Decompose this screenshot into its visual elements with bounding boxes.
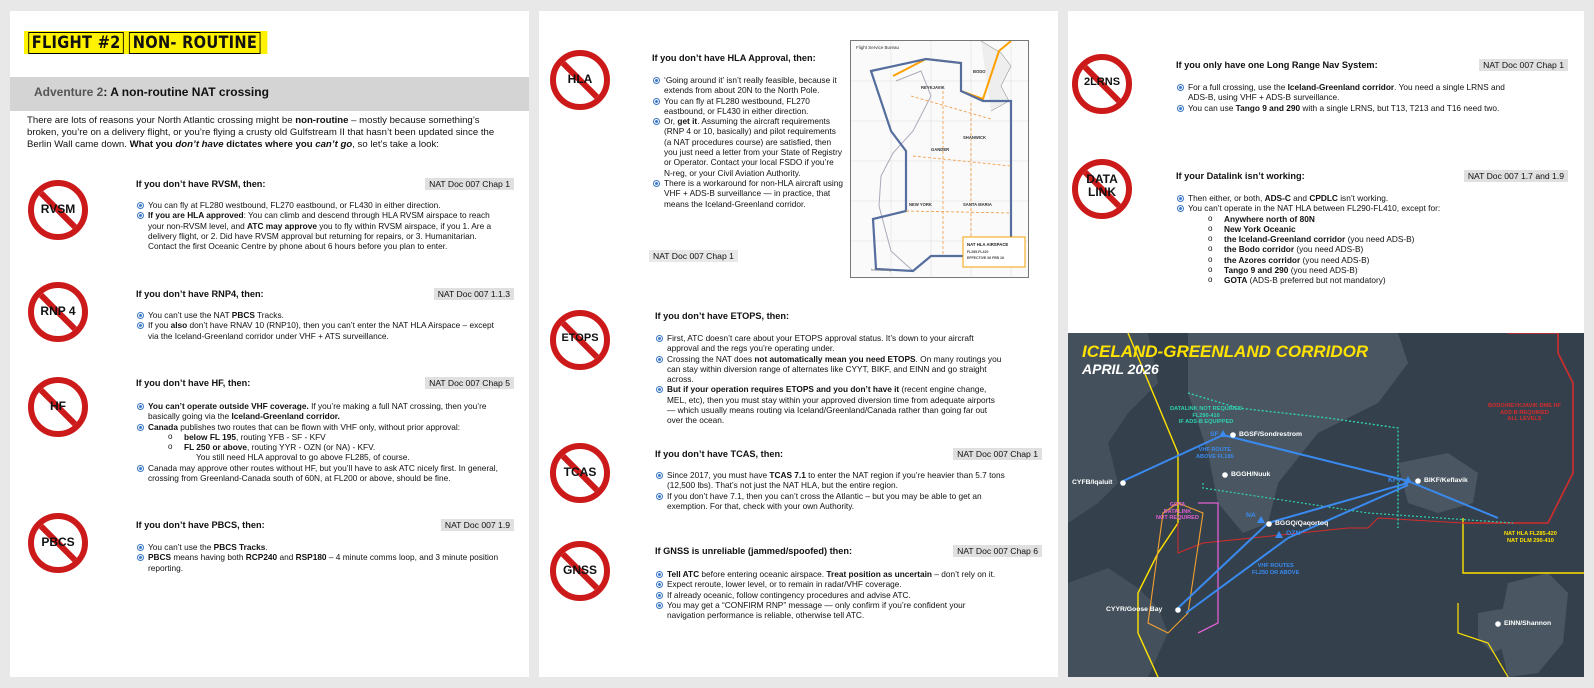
doc-reference: NAT Doc 007 Chap 6 xyxy=(953,545,1042,557)
list-item: If you don’t have 7.1, then you can’t cross the Atlantic – but you may be able to get an exemption. For that, check with your own Authority. xyxy=(655,491,1005,512)
page-3 xyxy=(1068,11,1584,677)
place-label: BGSF/Sondrestrom xyxy=(1239,431,1303,438)
place-label: OZN xyxy=(1286,530,1301,537)
list-item: Since 2017, you must have TCAS 7.1 to enter the NAT region if you’re heavier than 5.7 tons (12,500 lbs). That’s not just the NAT HLA, but the entire region. xyxy=(655,470,1005,491)
list-item: Or, get it. Assuming the aircraft requirements (RNP 4 or 10, basically) and pilot requirements (a NAT procedures course) are satisfied, then you just need a letter from your State of Registry or Operator. Contact your local FSDO if you’re N-reg, or your Civil Aviation Authority. xyxy=(652,116,844,178)
waypoint-marker xyxy=(1175,607,1181,613)
no-rvsm-sign-icon: RVSM xyxy=(28,180,88,240)
list-item: You can’t operate outside VHF coverage. If you’re making a full NAT crossing, then you’re basically going via the Iceland-Greenland corridor. xyxy=(136,401,506,422)
list-item: o FL 250 or above, routing YYR - OZN (or NA) - KFV. xyxy=(136,442,506,452)
waypoint-marker xyxy=(1266,521,1272,527)
map-box-line: EFFECTIVE 06 FEB 16 xyxy=(967,256,1004,260)
list-item: You can’t use the NAT PBCS Tracks. xyxy=(136,310,506,320)
section-heading: If you only have one Long Range Nav System: xyxy=(1176,60,1378,70)
iceland-greenland-corridor-map xyxy=(1068,333,1584,677)
list-item: o Tango 9 and 290 (you need ADS-B) xyxy=(1176,265,1536,275)
vhf-routes-note: VHF ROUTES FL250 OR ABOVE xyxy=(1252,563,1300,576)
hla-bullets xyxy=(652,75,844,209)
list-item: Crossing the NAT does not automatically mean you need ETOPS. On many routings you can stay within diversion range of alternates like CYYT, BIKF, and EINN and go straight across. xyxy=(655,354,1005,385)
datalink-bullets xyxy=(1176,193,1536,286)
list-item: You can use Tango 9 and 290 with a single LRNS, but T13, T213 and T16 need two. xyxy=(1176,103,1516,113)
nat-hla-map xyxy=(850,40,1029,278)
list-item: If already oceanic, follow contingency procedures and advise ATC. xyxy=(655,590,1005,600)
waypoint-marker xyxy=(1230,432,1236,438)
corridor-map-subtitle: APRIL 2026 xyxy=(1082,361,1159,377)
datalink-note: DATALINK NOT REQUIRED FL290-410 IF ADS-B EQUIPPED xyxy=(1170,406,1243,425)
hla-note: NAT HLA FL285-420 NAT DLM 290-410 xyxy=(1504,531,1557,544)
list-item: Then either, or both, ADS-C and CPDLC isn’t working. xyxy=(1176,193,1536,203)
no-datalink-sign-icon: DATA LINK xyxy=(1072,159,1132,219)
no-pbcs-sign-icon: PBCS xyxy=(28,513,88,573)
list-item: PBCS means having both RCP240 and RSP180 – 4 minute comms loop, and 3 minute position reporting. xyxy=(136,552,506,573)
section-heading: If you don’t have RNP4, then: xyxy=(136,289,264,299)
list-item: You can fly at FL280 westbound, FL270 eastbound, or FL430 in either direction. xyxy=(136,200,506,210)
waypoint-marker xyxy=(1222,472,1228,478)
no-hf-sign-icon: HF xyxy=(28,377,88,437)
page-1 xyxy=(10,11,529,677)
list-item: o New York Oceanic xyxy=(1176,224,1536,234)
map-label: NEW YORK xyxy=(909,202,932,207)
waypoint-marker xyxy=(1415,478,1421,484)
bodo-note: BODO/REYKJAVIK DME HF ADS-B REQUIRED ALL LEVELS xyxy=(1488,403,1561,422)
section-heading: If you don’t have PBCS, then: xyxy=(136,520,265,530)
place-label: BGGH/Nuuk xyxy=(1231,471,1271,478)
map-box-title: NAT HLA AIRSPACE xyxy=(967,242,1009,247)
map-label: SANTA MARIA xyxy=(963,202,992,207)
nat-hla-airspace-map xyxy=(851,41,1028,277)
doc-reference: NAT Doc 007 1.9 xyxy=(441,519,514,531)
list-item: If you are HLA approved: You can climb and descend through HLA RVSM airspace to reach your non-RVSM level, and ATC may approve you to fly within RVSM airspace, if you 1. Are a delivery flight, or 2. Did have RVSM approval but returning for repairs, or 3. Humanitarian. Contact the first Oceanic Centre by phone about 6 hours before you plan to enter. xyxy=(136,210,506,251)
list-item: Tell ATC before entering oceanic airspace. Treat position as uncertain – don’t rely on it. xyxy=(655,569,1005,579)
place-label: CYYR/Goose Bay xyxy=(1106,606,1163,613)
tcas-bullets xyxy=(655,470,1005,511)
section-heading: If you don’t have ETOPS, then: xyxy=(655,311,790,321)
section-heading: If GNSS is unreliable (jammed/spoofed) then: xyxy=(655,546,853,556)
doc-reference: NAT Doc 007 Chap 1 xyxy=(649,250,738,262)
section-heading: If you don’t have TCAS, then: xyxy=(655,449,784,459)
map-source: Flight Service Bureau xyxy=(856,45,900,50)
doc-reference: NAT Doc 007 1.1.3 xyxy=(434,288,514,300)
section-heading: If you don’t have HF, then: xyxy=(136,378,251,388)
flight-title: FLIGHT #2 NON- ROUTINE xyxy=(24,31,267,54)
list-item: You can fly at FL280 westbound, FL270 eastbound, or FL430 in either direction. xyxy=(652,96,844,117)
doc-reference: NAT Doc 007 Chap 1 xyxy=(953,448,1042,460)
list-item: o the Azores corridor (you need ADS-B) xyxy=(1176,255,1536,265)
place-label: SF xyxy=(1210,431,1219,438)
list-item: Expect reroute, lower level, or to remain in radar/VHF coverage. xyxy=(655,579,1005,589)
list-item: o the Bodo corridor (you need ADS-B) xyxy=(1176,244,1536,254)
corridor-map-title: ICELAND-GREENLAND CORRIDOR xyxy=(1082,342,1369,361)
no-etops-sign-icon: ETOPS xyxy=(550,310,610,370)
list-note: You still need HLA approval to go above FL285, of course. xyxy=(196,452,410,463)
map-label: BODO xyxy=(973,69,986,74)
list-item: Canada publishes two routes that can be flown with VHF only, without prior approval: xyxy=(136,422,506,432)
doc-reference: NAT Doc 007 Chap 5 xyxy=(425,377,514,389)
list-item: If you also don’t have RNAV 10 (RNP10), then you can’t enter the NAT HLA Airspace – except via the Iceland-Greenland corridor under VHF + ATS surveillance. xyxy=(136,320,506,341)
list-item: o Anywhere north of 80N xyxy=(1176,214,1536,224)
list-item: ‘Going around it’ isn’t really feasible, because it extends from about 20N to the North Pole. xyxy=(652,75,844,96)
list-item: Canada may approve other routes without HF, but you’ll have to ask ATC nicely first. In general, crossing from Greenland-Canada south of 60N, at FL200 or above, should be fine. xyxy=(136,463,506,484)
place-label: NA xyxy=(1246,512,1256,519)
doc-reference: NAT Doc 007 Chap 1 xyxy=(425,178,514,190)
place-label: BIKF/Keflavik xyxy=(1424,477,1468,484)
list-item: You can’t use the PBCS Tracks. xyxy=(136,542,506,552)
section-heading: If you don’t have HLA Approval, then: xyxy=(652,53,816,63)
rnp4-bullets xyxy=(136,310,506,341)
place-label: BGGQ/Qaqortoq xyxy=(1275,520,1329,527)
place-label: KFV xyxy=(1388,477,1402,484)
gnss-bullets xyxy=(655,569,1005,620)
list-item: o GOTA (ADS-B preferred but not mandatory) xyxy=(1176,275,1536,285)
vhf-route-note: VHF ROUTE ABOVE FL195 xyxy=(1196,447,1234,460)
rvsm-bullets xyxy=(136,200,506,251)
map-label: GANDER xyxy=(931,147,950,152)
page-2 xyxy=(539,11,1058,677)
place-label: CYFB/Iqaluit xyxy=(1072,479,1113,486)
list-item: But if your operation requires ETOPS and you don’t have it (recent engine change, MEL, etc), then you must stay within your approved diversion time from adequate airports — which usually means routing via Iceland/Greenland/Canada rather than going far out over the ocean. xyxy=(655,384,1005,425)
hf-bullets xyxy=(136,401,506,483)
gota-note: GOTA DATALINK NOT REQUIRED xyxy=(1156,502,1199,521)
list-item: There is a workaround for non-HLA aircraft using VHF + ADS-B surveillance — in practice, that means the Iceland-Greenland corridor. xyxy=(652,178,844,209)
place-label: EINN/Shannon xyxy=(1504,620,1552,627)
list-item: You can’t operate in the NAT HLA between FL290-FL410, except for: xyxy=(1176,203,1536,213)
section-heading: If your Datalink isn’t working: xyxy=(1176,171,1305,181)
map-label: SHANWICK xyxy=(963,135,987,140)
map-box-line: FL285-FL420 xyxy=(967,250,989,254)
list-item: o below FL 195, routing YFB - SF - KFV xyxy=(136,432,506,442)
pbcs-bullets xyxy=(136,542,506,573)
waypoint-marker xyxy=(1120,480,1126,486)
doc-reference: NAT Doc 007 Chap 1 xyxy=(1479,59,1568,71)
no-tcas-sign-icon: TCAS xyxy=(550,443,610,503)
list-item: For a full crossing, use the Iceland-Greenland corridor. You need a single LRNS and ADS-B, using VHF + ADS-B surveillance. xyxy=(1176,82,1516,103)
no-2lrns-sign-icon: 2LRNS xyxy=(1072,54,1132,114)
section-heading: If you don’t have RVSM, then: xyxy=(136,179,266,189)
map-label: REYKJAVIK xyxy=(921,85,945,90)
adventure-banner: Adventure 2: A non-routine NAT crossing xyxy=(10,77,529,111)
waypoint-marker xyxy=(1495,621,1501,627)
list-item: First, ATC doesn’t care about your ETOPS approval status. It’s down to your aircraft approval and the regs you’re operating under. xyxy=(655,333,1005,354)
map-credit: fsbureau.org xyxy=(871,268,892,272)
no-gnss-sign-icon: GNSS xyxy=(550,541,610,601)
etops-bullets xyxy=(655,333,1005,426)
no-hla-sign-icon: HLA xyxy=(550,50,610,110)
doc-reference: NAT Doc 007 1.7 and 1.9 xyxy=(1464,170,1568,182)
list-item: o the Iceland-Greenland corridor (you need ADS-B) xyxy=(1176,234,1536,244)
list-item: You may get a “CONFIRM RNP” message — only confirm if you’re confident your navigation performance is reliable, otherwise tell ATC. xyxy=(655,600,1005,621)
no-rnp4-sign-icon: RNP 4 xyxy=(28,282,88,342)
lrns-bullets xyxy=(1176,82,1516,113)
intro-paragraph: There are lots of reasons your North Atlantic crossing might be non-routine – mostly because something’s broken, you’re on a delivery flight, or you’re flying a crusty old Gulfstream II that hasn’t been updated since the Berlin Wall came down. What you don’t have dictates where you can’t go, so let’s take a look: xyxy=(27,115,495,150)
